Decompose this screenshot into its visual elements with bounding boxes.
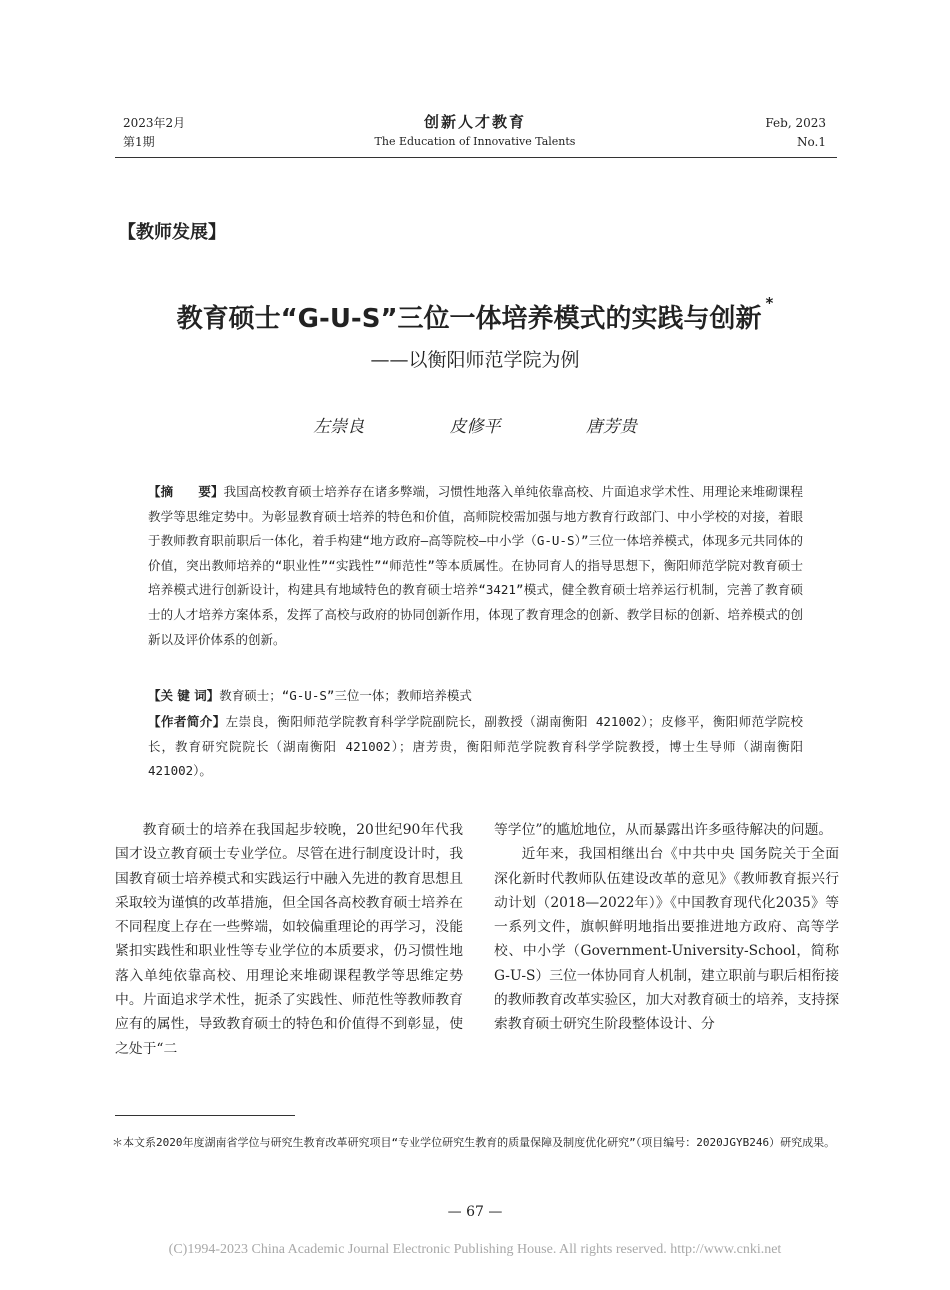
- copyright-watermark: (C)1994-2023 China Academic Journal Electronic Publishing House. All rights reserved. http://www.cnki.net: [168, 1242, 782, 1257]
- body-paragraph: 近年来，我国相继出台《中共中央 国务院关于全面深化新时代教师队伍建设改革的意见》《教师教育振兴行动计划（2018—2022年）》《中国教育现代化2035》等一系列文件，旗帜鲜明地指出要推进地方政府、高等学校、中小学（Government-University-School，简称G-U-S）三位一体协同育人机制，建立职前与职后相衔接的教师教育改革实验区，加大对教育硕士的培养，支持探索教育硕士研究生阶段整体设计、分: [494, 846, 839, 1033]
- header-issue-en: No.1: [797, 135, 826, 149]
- body-column-left: [115, 818, 463, 1061]
- author-name: 皮修平: [449, 417, 501, 437]
- author-info-text: 左崇良，衡阳师范学院教育科学学院副院长，副教授（湖南衡阳 421002）；皮修平，衡阳师范学院校长，教育研究院院长（湖南衡阳 421002）；唐芳贵，衡阳师范学院教育科学学院教授，博士生导师（湖南衡阳 421002）。: [148, 714, 803, 779]
- header-date-en: Feb, 2023: [765, 116, 826, 130]
- section-label: 【教师发展】: [118, 222, 226, 243]
- abstract-label: 【摘 要】: [148, 484, 224, 499]
- abstract: [148, 480, 803, 652]
- journal-name-en: The Education of Innovative Talents: [374, 135, 576, 148]
- keywords-label: 【关 键 词】: [148, 688, 220, 703]
- header-divider: [115, 157, 837, 158]
- author-name: 左崇良: [313, 417, 365, 437]
- header-right: [765, 114, 826, 152]
- author-info: [148, 710, 803, 784]
- header-left: [123, 114, 185, 152]
- article-title: [0, 294, 950, 335]
- footnote-divider: [115, 1115, 295, 1116]
- body-column-right: [494, 818, 839, 1037]
- journal-name-cn: 创新人才教育: [423, 113, 526, 131]
- header-issue-cn: 第1期: [123, 135, 155, 149]
- article-title-text: 教育硕士“G-U-S”三位一体培养模式的实践与创新: [176, 304, 762, 334]
- page-number: — 67 —: [447, 1204, 503, 1220]
- header-center: [300, 112, 650, 151]
- title-footnote-mark: *: [765, 294, 774, 312]
- footnote: ＊本文系2020年度湖南省学位与研究生教育改革研究项目“专业学位研究生教育的质量保障及制度优化研究”（项目编号：2020JGYB246）研究成果。: [112, 1136, 836, 1149]
- body-paragraph: 等学位”的尴尬地位，从而暴露出许多亟待解决的问题。: [494, 822, 833, 838]
- author-info-label: 【作者简介】: [148, 714, 226, 729]
- header-date-cn: 2023年2月: [123, 116, 186, 130]
- abstract-text: 我国高校教育硕士培养存在诸多弊端，习惯性地落入单纯依靠高校、片面追求学术性、用理论来堆砌课程教学等思维定势中。为彰显教育硕士培养的特色和价值，高师院校需加强与地方教育行政部门、中小学校的对接，着眼于教师教育职前职后一体化，着手构建“地方政府—高等院校—中小学（G-U-S）”三位一体培养模式，体现多元共同体的价值，突出教师培养的“职业性”“实践性”“师范性”等本质属性。在协同育人的指导思想下，衡阳师范学院对教育硕士培养模式进行创新设计，构建具有地域特色的教育硕士培养“3421”模式，健全教育硕士培养运行机制，完善了教育硕士的人才培养方案体系，发挥了高校与政府的协同创新作用，体现了教育理念的创新、教学目标的创新、培养模式的创新以及评价体系的创新。: [148, 484, 803, 647]
- body-paragraph: 教育硕士的培养在我国起步较晚，20世纪90年代我国才设立教育硕士专业学位。尽管在进行制度设计时，我国教育硕士培养模式和实践运行中融入先进的教育思想且采取较为谨慎的改革措施，但全国各高校教育硕士培养在不同程度上存在一些弊端，如较偏重理论的再学习，没能紧扣实践性和职业性等专业学位的本质要求，仍习惯性地落入单纯依靠高校、用理论来堆砌课程教学等思维定势中。片面追求学术性，扼杀了实践性、师范性等教师教育应有的属性，导致教育硕士的特色和价值得不到彰显，使之处于“二: [115, 822, 463, 1057]
- author-name: 唐芳贵: [585, 417, 637, 437]
- keywords-text: 教育硕士；“G-U-S”三位一体；教师培养模式: [219, 688, 472, 703]
- keywords: [148, 684, 803, 709]
- author-list: [0, 412, 950, 437]
- article-subtitle: ——以衡阳师范学院为例: [370, 349, 580, 371]
